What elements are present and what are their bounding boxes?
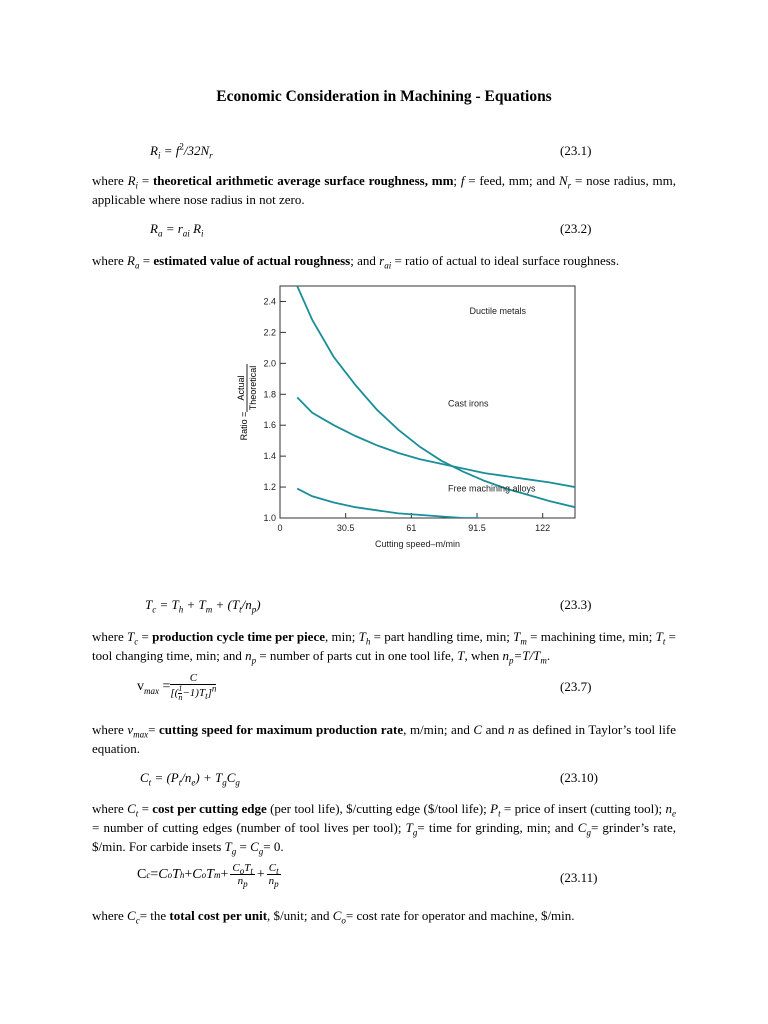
- paragraph-actual-roughness: where $R_a$ = estimated value of actual roughness; and $r_{ai}$ = ratio of actual to ideal surface roughness.: [92, 253, 620, 271]
- series-label: Cast irons: [447, 398, 489, 409]
- x-tick-label: 91.5: [468, 523, 486, 533]
- equation-23-3: $T_c = T_h + T_m + (T_t/n_p)$: [145, 597, 261, 615]
- paragraph-max-speed: where $v_{max}=$ cutting speed for maximum production rate, m/min; and C and n as defined in Taylor’s tool life equation.: [92, 722, 676, 756]
- x-tick-label: 30.5: [336, 523, 355, 533]
- x-tick-label: 122: [535, 523, 551, 533]
- equation-number: (23.1): [560, 143, 592, 158]
- page-title: Economic Consideration in Machining - Equations: [216, 88, 552, 105]
- series-label: Ductile metals: [469, 305, 527, 316]
- paragraph-cycle-time: where $T_c$ = production cycle time per piece, min; $T_h$ = part handling time, min; $T_m$ = machining time, min; $T_t$ = tool changing time, min; and $n_p$ = number of parts cut in one tool life, T, when $n_p=T/T_m$.: [92, 629, 676, 666]
- equation-number: (23.2): [560, 221, 592, 236]
- equation-23-10: $C_t = (P_t/n_e) + T_gC_g$: [140, 770, 240, 788]
- equation-23-1: $R_i = f^2/32N_r$: [150, 141, 213, 161]
- equation-23-7: $v_{max}$ = C [( $\frac{1}{n}$ $-1)T_t]^n$: [137, 672, 217, 702]
- paragraph-cost-per-edge: where $C_t = \cos t$ per cutting edge (per tool life), $/cutting edge ($/tool life); $P_t$ = price of insert (cutting tool); $n_e$ = number of cutting edges (number of tool lives per tool); $T_g=$ time for grinding, min; and $C_g=$ grinder’s rate, $/min. For carbide insets $T_g = C_g= 0$.: [92, 801, 676, 857]
- y-tick-label: 1.2: [263, 482, 276, 493]
- y-label-prefix: Ratio =: [239, 411, 249, 441]
- series-label: Free machining alloys: [447, 483, 536, 494]
- series-line: [297, 286, 575, 507]
- x-axis-label: Cutting speed–m/min: [374, 539, 461, 549]
- y-label-numerator: Actual: [236, 375, 246, 401]
- y-tick-label: 1.8: [263, 389, 276, 400]
- x-tick-label: 0: [277, 523, 283, 533]
- y-label-denominator: Theoretical: [248, 365, 258, 411]
- equation-number: (23.11): [560, 870, 598, 885]
- paragraph-roughness: where $R_i$ = theoretical arithmetic average surface roughness, mm; f = feed, mm; and $N_r$ = nose radius, mm, applicable where nose radius in not zero.: [92, 173, 676, 207]
- y-tick-label: 2.4: [263, 296, 276, 307]
- y-tick-label: 2.2: [263, 327, 276, 338]
- y-tick-label: 1.6: [263, 420, 276, 431]
- y-tick-label: 1.0: [263, 513, 276, 523]
- equation-number: (23.7): [560, 679, 592, 694]
- paragraph-total-cost: where $C_c=$ the total cost per unit, $/unit; and $C_o= \cos t$ rate for operator and machine, $/min.: [92, 908, 575, 926]
- roughness-ratio-chart: [225, 280, 585, 555]
- equation-number: (23.10): [560, 770, 598, 785]
- y-tick-label: 2.0: [263, 358, 276, 369]
- y-tick-label: 1.4: [263, 451, 276, 462]
- equation-23-2: $R_a = r_{ai}$ $R_i$: [150, 221, 204, 239]
- x-tick-label: 61: [406, 523, 417, 533]
- y-axis-label: [236, 364, 258, 440]
- series-line: [297, 397, 575, 487]
- equation-number: (23.3): [560, 597, 592, 612]
- equation-23-11: C c = C o T h + C o T m + $\frac{C_oT_t}{n_p}$ + $\frac{C_t}{n_p}$: [137, 862, 279, 890]
